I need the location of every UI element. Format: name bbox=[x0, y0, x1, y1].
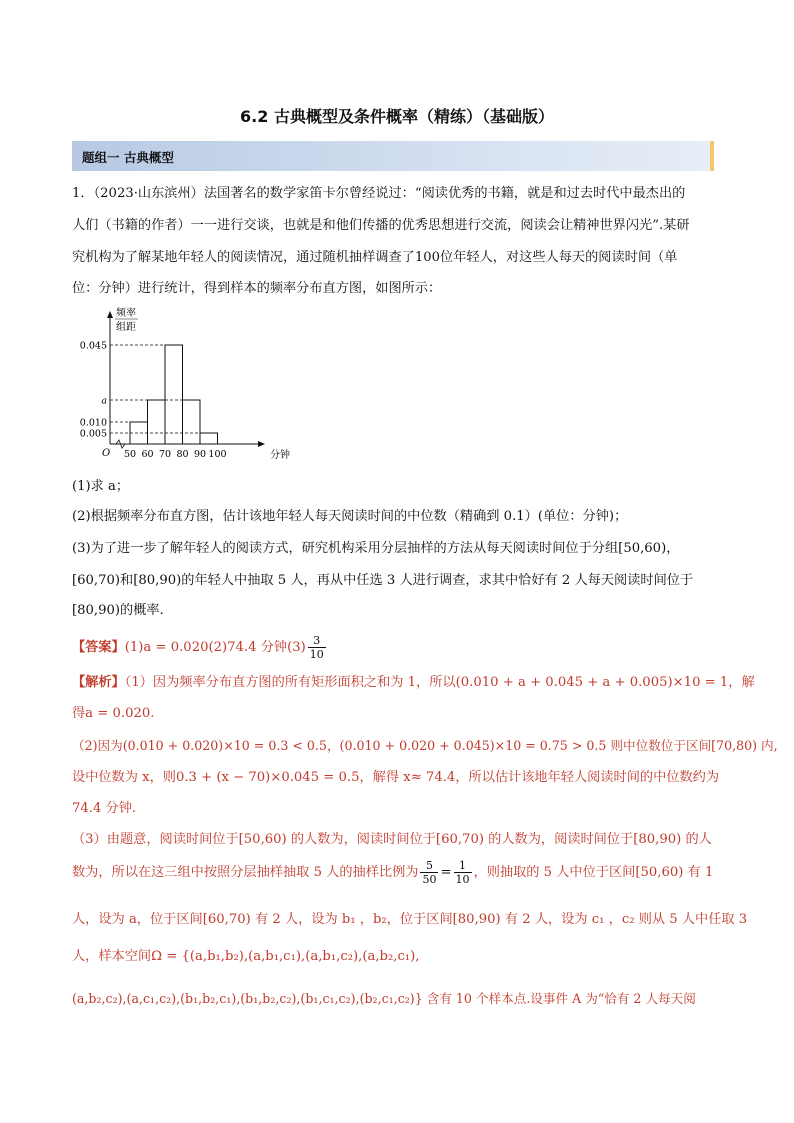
problem-intro-line-1: 1．（2023·山东滨州）法国著名的数学家笛卡尔曾经说过：“阅读优秀的书籍，就是和过去时代中最杰出的 bbox=[72, 186, 686, 201]
analysis-line-10: (a,b₂,c₂),(a,c₁,c₂),(b₁,b₂,c₁),(b₁,b₂,c₂),(b₁,c₁,c₂),(b₂,c₁,c₂)} 含有 10 个样本点.设事件 A 为“恰有 2 人每天阅 bbox=[72, 991, 696, 1006]
section-header bbox=[72, 141, 714, 171]
analysis-line-8: 人，设为 a，位于区间[60,70) 有 2 人，设为 b₁ ，b₂，位于区间[80,90) 有 2 人，设为 c₁ ，c₂ 则从 5 人中任取 3 bbox=[72, 912, 748, 927]
x-axis-label: 分钟 bbox=[270, 450, 290, 461]
x-tick-label: 60 bbox=[141, 449, 154, 460]
problem-intro-line-2: 人们（书籍的作者）一一进行交谈，也就是和他们传播的优秀思想进行交流，阅读会让精神世界闪光”.某研 bbox=[72, 218, 690, 233]
question-2: (2)根据频率分布直方图，估计该地年轻人每天阅读时间的中位数（精确到 0.1）(单位：分钟)； bbox=[72, 509, 628, 524]
frac-den: 10 bbox=[455, 873, 470, 886]
frac-num: 1 bbox=[454, 859, 472, 873]
equals-sign: = bbox=[440, 865, 452, 880]
x-tick-label: 100 bbox=[208, 449, 227, 460]
y-axis-arrow bbox=[107, 311, 113, 318]
analysis-line-6: （3）由题意，阅读时间位于[50,60) 的人数为，阅读时间位于[60,70) 的人数为，阅读时间位于[80,90) 的人 bbox=[72, 832, 712, 847]
analysis-line-3: （2)因为(0.010 + 0.020)×10 = 0.3 < 0.5，(0.010 + 0.020 + 0.045)×10 = 0.75 > 0.5 则中位数位于区间[70,80) 内, bbox=[72, 738, 778, 753]
section-label: 题组一 古典概型 bbox=[82, 150, 174, 165]
answer-text: (1)a = 0.020(2)74.4 分钟(3) bbox=[124, 640, 306, 655]
problem-intro-line-4: 位：分钟）进行统计，得到样本的频率分布直方图，如图所示： bbox=[72, 281, 442, 296]
question-3-line-2: [60,70)和[80,90)的年轻人中抽取 5 人，再从中任选 3 人进行调查，求其中恰好有 2 人每天阅读时间位于 bbox=[72, 573, 694, 588]
analysis-p3b1: 数为，所以在这三组中按照分层抽样抽取 5 人的抽样比例为 bbox=[72, 865, 419, 880]
fraction-1-10 bbox=[454, 859, 472, 886]
x-tick-label: 50 bbox=[123, 449, 137, 460]
x-tick-label: 80 bbox=[176, 449, 189, 460]
analysis-line-5: 74.4 分钟. bbox=[72, 801, 137, 816]
analysis-line-9: 人，样本空间Ω = {(a,b₁,b₂),(a,b₁,c₁),(a,b₁,c₂),(a,b₂,c₁), bbox=[72, 949, 420, 964]
answer-line bbox=[72, 634, 328, 662]
analysis-line-2: 得a = 0.020. bbox=[72, 706, 155, 721]
analysis-line-7 bbox=[72, 858, 713, 888]
analysis-line-4: 设中位数为 x，则0.3 + (x − 70)×0.045 = 0.5，解得 x≈ 74.4，所以估计该地年轻人阅读时间的中位数约为 bbox=[72, 770, 720, 785]
analysis-label: 【解析】 bbox=[72, 675, 125, 690]
x-tick-label: 70 bbox=[158, 449, 172, 460]
y-tick-label: 0.010 bbox=[79, 417, 107, 429]
question-1: (1)求 a； bbox=[72, 479, 130, 494]
histogram-bar-80-90 bbox=[183, 400, 201, 444]
question-3-line-1: (3)为了进一步了解年轻人的阅读方式，研究机构采用分层抽样的方法从每天阅读时间位于分组[50,60)， bbox=[72, 541, 680, 556]
problem-intro-line-3: 究机构为了解某地年轻人的阅读情况，通过随机抽样调查了100位年轻人，对这些人每天的阅读时间（单 bbox=[72, 250, 678, 265]
question-3-line-3: [80,90)的概率. bbox=[72, 603, 164, 618]
y-tick-label: 0.045 bbox=[79, 340, 107, 352]
frac-num: 5 bbox=[420, 859, 438, 873]
y-axis-label-bottom: 组距 bbox=[116, 322, 136, 333]
y-tick-label: 0.005 bbox=[79, 428, 107, 440]
answer-label: 【答案】 bbox=[72, 640, 125, 655]
analysis-line-1 bbox=[72, 674, 755, 692]
answer-frac-den: 10 bbox=[309, 648, 324, 661]
x-axis-arrow bbox=[258, 441, 265, 447]
histogram-bar-60-70 bbox=[148, 400, 166, 444]
answer-fraction bbox=[308, 634, 326, 661]
frac-den: 50 bbox=[422, 873, 437, 886]
analysis-p1a: （1）因为频率分布直方图的所有矩形面积之和为 1，所以(0.010 + a + 0.045 + a + 0.005)×10 = 1，解 bbox=[124, 675, 755, 690]
fraction-5-50 bbox=[420, 859, 438, 886]
histogram-bar-90-100 bbox=[200, 433, 218, 444]
analysis-p3b2: ，则抽取的 5 人中位于区间[50,60) 有 1 bbox=[473, 865, 714, 880]
answer-frac-num: 3 bbox=[308, 634, 326, 648]
origin-label: O bbox=[102, 448, 111, 459]
page-title: 6.2 古典概型及条件概率（精练）（基础版） bbox=[240, 107, 554, 126]
frequency-histogram bbox=[72, 304, 290, 474]
y-tick-label: a bbox=[101, 395, 107, 407]
x-tick-label: 90 bbox=[193, 449, 207, 460]
histogram-plot bbox=[80, 306, 290, 461]
y-axis-label-top: 频率 bbox=[116, 308, 136, 319]
histogram-bar-70-80 bbox=[165, 345, 183, 444]
